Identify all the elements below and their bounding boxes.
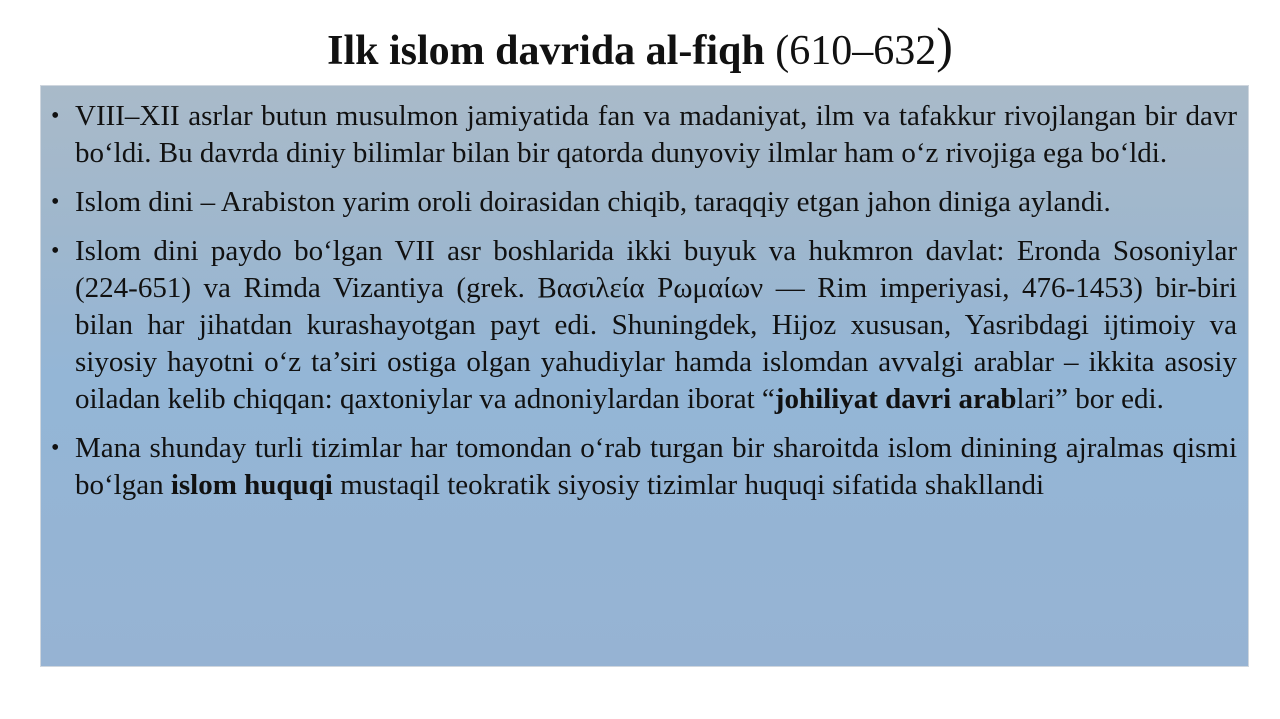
bullet-text-after: mustaqil teokratik siyosiy tizimlar huquqi sifatida shakllandi <box>332 469 1045 501</box>
title-main-text: Ilk islom davrida al-fiqh <box>327 28 765 74</box>
bullet-text-before: Mana shunday turli tizimlar har tomondan o‘rab turgan bir sharoitda islom dinining ajralmas qismi bo‘lgan <box>75 432 1237 501</box>
title-closing-paren: ) <box>936 17 953 73</box>
bullet-dot-icon: • <box>51 238 60 264</box>
bullet-item-1 <box>51 98 1237 172</box>
bullet-dot-icon: • <box>51 189 60 215</box>
title-years-text: (610–632 <box>775 28 937 74</box>
bullet-text: VIII–XII asrlar butun musulmon jamiyatida fan va madaniyat, ilm va tafakkur rivojlangan bir davr bo‘ldi. Bu davrda diniy bilimlar bilan bir qatorda dunyoviy ilmlar ham o‘z rivojiga ega bo‘ldi. <box>75 100 1237 169</box>
bullet-dot-icon: • <box>51 435 60 461</box>
bullet-dot-icon: • <box>51 103 60 129</box>
bullet-text-after: lari” bor edi. <box>1016 383 1164 415</box>
content-box <box>40 85 1249 667</box>
slide-title <box>0 17 1280 76</box>
bullet-text-before: Islom dini paydo bo‘lgan VII asr boshlarida ikki buyuk va hukmron davlat: Eronda Sosoniylar (224-651) va Rimda Vizantiya (grek. Βασιλεία Ρωμαίων — Rim imperiyasi, 476-1453) bir-biri bilan har jihatdan kurashayotgan payt edi. Shuningdek, Hijoz xususan, Yasribdagi ijtimoiy va siyosiy hayotni o‘z ta’siri ostiga olgan yahudiylar hamda islomdan avvalgi arablar – ikkita asosiy oiladan kelib chiqqan: qaxtoniylar va adnoniylardan iborat “ <box>75 235 1237 415</box>
bullet-item-2 <box>51 184 1237 221</box>
bullet-text: Islom dini – Arabiston yarim oroli doirasidan chiqib, taraqqiy etgan jahon diniga aylandi. <box>75 186 1111 218</box>
bullet-bold-text: johiliyat davri arab <box>774 383 1017 415</box>
bullet-item-3 <box>51 233 1237 418</box>
bullet-list <box>41 86 1248 504</box>
bullet-bold-text: islom huquqi <box>170 469 333 501</box>
bullet-item-4 <box>51 430 1237 504</box>
